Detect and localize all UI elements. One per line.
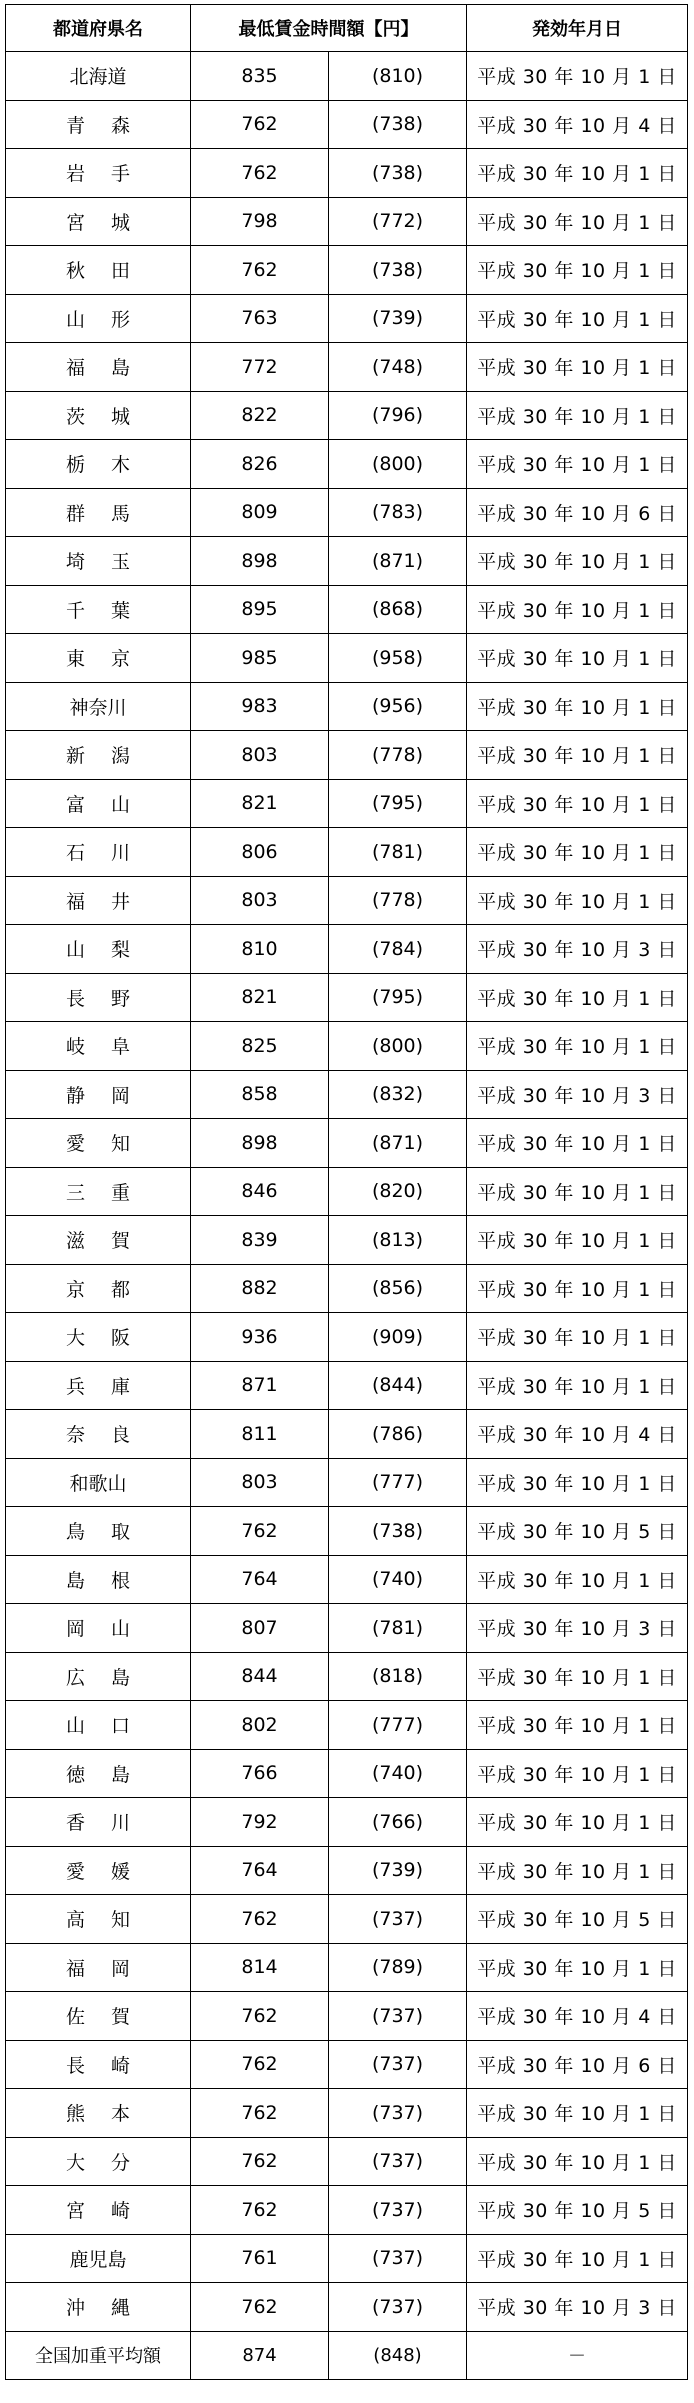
previous-wage-cell: (800) xyxy=(329,440,467,489)
table-row xyxy=(6,1313,688,1362)
previous-wage-cell: (737) xyxy=(329,2137,467,2186)
prefecture-cell: 広島 xyxy=(6,1652,191,1701)
prefecture-cell: 鹿児島 xyxy=(6,2234,191,2283)
previous-wage-cell: (795) xyxy=(329,779,467,828)
wage-cell: 762 xyxy=(191,2283,329,2332)
prefecture-cell: 岩手 xyxy=(6,149,191,198)
previous-wage-cell: (844) xyxy=(329,1361,467,1410)
wage-cell: 762 xyxy=(191,2137,329,2186)
effective-date-cell: 平成 30 年 10 月 1 日 xyxy=(467,585,688,634)
table-row xyxy=(6,925,688,974)
effective-date-cell: 平成 30 年 10 月 1 日 xyxy=(467,52,688,101)
effective-date-cell: 平成 30 年 10 月 1 日 xyxy=(467,1458,688,1507)
previous-wage-cell: (810) xyxy=(329,52,467,101)
previous-wage-cell: (795) xyxy=(329,973,467,1022)
previous-wage-cell: (777) xyxy=(329,1701,467,1750)
prefecture-cell: 青森 xyxy=(6,100,191,149)
previous-wage-cell: (871) xyxy=(329,1119,467,1168)
table-row xyxy=(6,1507,688,1556)
average-date-cell: － xyxy=(467,2331,688,2380)
effective-date-cell: 平成 30 年 10 月 1 日 xyxy=(467,634,688,683)
table-row xyxy=(6,828,688,877)
wage-cell: 898 xyxy=(191,537,329,586)
table-row xyxy=(6,52,688,101)
prefecture-cell: 徳島 xyxy=(6,1749,191,1798)
prefecture-cell: 長崎 xyxy=(6,2040,191,2089)
table-row xyxy=(6,2186,688,2235)
table-row xyxy=(6,2234,688,2283)
table-row xyxy=(6,246,688,295)
effective-date-cell: 平成 30 年 10 月 1 日 xyxy=(467,973,688,1022)
wage-cell: 811 xyxy=(191,1410,329,1459)
effective-date-cell: 平成 30 年 10 月 1 日 xyxy=(467,294,688,343)
prefecture-cell: 千葉 xyxy=(6,585,191,634)
previous-wage-cell: (820) xyxy=(329,1167,467,1216)
effective-date-cell: 平成 30 年 10 月 1 日 xyxy=(467,246,688,295)
table-row xyxy=(6,876,688,925)
wage-cell: 763 xyxy=(191,294,329,343)
table-row xyxy=(6,1943,688,1992)
prefecture-cell: 富山 xyxy=(6,779,191,828)
prefecture-cell: 愛媛 xyxy=(6,1846,191,1895)
prefecture-cell: 滋賀 xyxy=(6,1216,191,1265)
table-row xyxy=(6,585,688,634)
wage-cell: 806 xyxy=(191,828,329,877)
table-row xyxy=(6,1652,688,1701)
table-row xyxy=(6,488,688,537)
wage-cell: 826 xyxy=(191,440,329,489)
average-wage-cell: 874 xyxy=(191,2331,329,2380)
average-previous-wage-cell: (848) xyxy=(329,2331,467,2380)
effective-date-cell: 平成 30 年 10 月 4 日 xyxy=(467,1992,688,2041)
effective-date-cell: 平成 30 年 10 月 1 日 xyxy=(467,149,688,198)
average-label-cell: 全国加重平均額 xyxy=(6,2331,191,2380)
previous-wage-cell: (737) xyxy=(329,2089,467,2138)
wage-cell: 985 xyxy=(191,634,329,683)
prefecture-cell: 長野 xyxy=(6,973,191,1022)
prefecture-cell: 福島 xyxy=(6,343,191,392)
table-row xyxy=(6,1555,688,1604)
table-row xyxy=(6,391,688,440)
prefecture-cell: 茨城 xyxy=(6,391,191,440)
previous-wage-cell: (777) xyxy=(329,1458,467,1507)
prefecture-cell: 新潟 xyxy=(6,731,191,780)
prefecture-cell: 沖縄 xyxy=(6,2283,191,2332)
table-row xyxy=(6,100,688,149)
previous-wage-cell: (740) xyxy=(329,1555,467,1604)
wage-cell: 810 xyxy=(191,925,329,974)
effective-date-cell: 平成 30 年 10 月 1 日 xyxy=(467,682,688,731)
previous-wage-cell: (832) xyxy=(329,1070,467,1119)
prefecture-cell: 宮崎 xyxy=(6,2186,191,2235)
effective-date-cell: 平成 30 年 10 月 5 日 xyxy=(467,2186,688,2235)
table-row xyxy=(6,537,688,586)
wage-cell: 803 xyxy=(191,731,329,780)
prefecture-cell: 鳥取 xyxy=(6,1507,191,1556)
table-row xyxy=(6,779,688,828)
wage-cell: 764 xyxy=(191,1555,329,1604)
prefecture-cell: 秋田 xyxy=(6,246,191,295)
table-row xyxy=(6,1022,688,1071)
wage-cell: 766 xyxy=(191,1749,329,1798)
wage-cell: 762 xyxy=(191,149,329,198)
effective-date-cell: 平成 30 年 10 月 1 日 xyxy=(467,1264,688,1313)
prefecture-cell: 東京 xyxy=(6,634,191,683)
previous-wage-cell: (813) xyxy=(329,1216,467,1265)
table-row xyxy=(6,1119,688,1168)
previous-wage-cell: (772) xyxy=(329,197,467,246)
effective-date-cell: 平成 30 年 10 月 1 日 xyxy=(467,876,688,925)
wage-cell: 809 xyxy=(191,488,329,537)
table-row xyxy=(6,1798,688,1847)
effective-date-cell: 平成 30 年 10 月 1 日 xyxy=(467,1652,688,1701)
previous-wage-cell: (739) xyxy=(329,1846,467,1895)
table-row xyxy=(6,1895,688,1944)
table-row xyxy=(6,197,688,246)
effective-date-cell: 平成 30 年 10 月 4 日 xyxy=(467,100,688,149)
wage-cell: 821 xyxy=(191,973,329,1022)
prefecture-cell: 山口 xyxy=(6,1701,191,1750)
previous-wage-cell: (737) xyxy=(329,1992,467,2041)
previous-wage-cell: (738) xyxy=(329,246,467,295)
effective-date-cell: 平成 30 年 10 月 1 日 xyxy=(467,779,688,828)
wage-cell: 762 xyxy=(191,1507,329,1556)
table-row xyxy=(6,1846,688,1895)
prefecture-cell: 埼玉 xyxy=(6,537,191,586)
effective-date-cell: 平成 30 年 10 月 1 日 xyxy=(467,440,688,489)
effective-date-cell: 平成 30 年 10 月 1 日 xyxy=(467,1216,688,1265)
previous-wage-cell: (868) xyxy=(329,585,467,634)
previous-wage-cell: (748) xyxy=(329,343,467,392)
table-row xyxy=(6,1604,688,1653)
wage-cell: 871 xyxy=(191,1361,329,1410)
effective-date-cell: 平成 30 年 10 月 1 日 xyxy=(467,1749,688,1798)
table-row xyxy=(6,1701,688,1750)
effective-date-cell: 平成 30 年 10 月 1 日 xyxy=(467,2234,688,2283)
previous-wage-cell: (856) xyxy=(329,1264,467,1313)
wage-cell: 844 xyxy=(191,1652,329,1701)
effective-date-cell: 平成 30 年 10 月 1 日 xyxy=(467,391,688,440)
prefecture-cell: 石川 xyxy=(6,828,191,877)
wage-cell: 762 xyxy=(191,246,329,295)
table-row xyxy=(6,1410,688,1459)
table-row xyxy=(6,440,688,489)
previous-wage-cell: (781) xyxy=(329,1604,467,1653)
header-prefecture: 都道府県名 xyxy=(6,5,191,52)
prefecture-cell: 和歌山 xyxy=(6,1458,191,1507)
prefecture-cell: 熊本 xyxy=(6,2089,191,2138)
prefecture-cell: 奈良 xyxy=(6,1410,191,1459)
previous-wage-cell: (778) xyxy=(329,876,467,925)
wage-cell: 762 xyxy=(191,2040,329,2089)
wage-cell: 802 xyxy=(191,1701,329,1750)
prefecture-cell: 静岡 xyxy=(6,1070,191,1119)
prefecture-cell: 北海道 xyxy=(6,52,191,101)
effective-date-cell: 平成 30 年 10 月 1 日 xyxy=(467,1701,688,1750)
previous-wage-cell: (766) xyxy=(329,1798,467,1847)
previous-wage-cell: (740) xyxy=(329,1749,467,1798)
effective-date-cell: 平成 30 年 10 月 1 日 xyxy=(467,1798,688,1847)
previous-wage-cell: (784) xyxy=(329,925,467,974)
table-row xyxy=(6,1992,688,2041)
wage-cell: 882 xyxy=(191,1264,329,1313)
wage-cell: 858 xyxy=(191,1070,329,1119)
table-row xyxy=(6,1361,688,1410)
effective-date-cell: 平成 30 年 10 月 3 日 xyxy=(467,925,688,974)
table-row xyxy=(6,149,688,198)
prefecture-cell: 愛知 xyxy=(6,1119,191,1168)
effective-date-cell: 平成 30 年 10 月 1 日 xyxy=(467,1022,688,1071)
wage-cell: 895 xyxy=(191,585,329,634)
prefecture-cell: 群馬 xyxy=(6,488,191,537)
table-row xyxy=(6,1216,688,1265)
wage-cell: 898 xyxy=(191,1119,329,1168)
table-row xyxy=(6,2040,688,2089)
previous-wage-cell: (737) xyxy=(329,2040,467,2089)
wage-cell: 825 xyxy=(191,1022,329,1071)
effective-date-cell: 平成 30 年 10 月 6 日 xyxy=(467,488,688,537)
table-row xyxy=(6,682,688,731)
prefecture-cell: 福井 xyxy=(6,876,191,925)
effective-date-cell: 平成 30 年 10 月 1 日 xyxy=(467,1943,688,1992)
table-row xyxy=(6,1070,688,1119)
table-row xyxy=(6,2089,688,2138)
wage-cell: 822 xyxy=(191,391,329,440)
previous-wage-cell: (737) xyxy=(329,2234,467,2283)
effective-date-cell: 平成 30 年 10 月 1 日 xyxy=(467,537,688,586)
wage-cell: 803 xyxy=(191,876,329,925)
previous-wage-cell: (737) xyxy=(329,1895,467,1944)
table-row xyxy=(6,634,688,683)
wage-cell: 846 xyxy=(191,1167,329,1216)
previous-wage-cell: (789) xyxy=(329,1943,467,1992)
effective-date-cell: 平成 30 年 10 月 1 日 xyxy=(467,1361,688,1410)
prefecture-cell: 山形 xyxy=(6,294,191,343)
effective-date-cell: 平成 30 年 10 月 1 日 xyxy=(467,2137,688,2186)
prefecture-cell: 岐阜 xyxy=(6,1022,191,1071)
previous-wage-cell: (778) xyxy=(329,731,467,780)
wage-cell: 835 xyxy=(191,52,329,101)
national-average-row xyxy=(6,2331,688,2380)
previous-wage-cell: (739) xyxy=(329,294,467,343)
previous-wage-cell: (786) xyxy=(329,1410,467,1459)
prefecture-cell: 大分 xyxy=(6,2137,191,2186)
previous-wage-cell: (956) xyxy=(329,682,467,731)
effective-date-cell: 平成 30 年 10 月 6 日 xyxy=(467,2040,688,2089)
effective-date-cell: 平成 30 年 10 月 5 日 xyxy=(467,1507,688,1556)
wage-cell: 821 xyxy=(191,779,329,828)
previous-wage-cell: (800) xyxy=(329,1022,467,1071)
prefecture-cell: 宮城 xyxy=(6,197,191,246)
prefecture-cell: 栃木 xyxy=(6,440,191,489)
wage-cell: 762 xyxy=(191,2186,329,2235)
effective-date-cell: 平成 30 年 10 月 1 日 xyxy=(467,731,688,780)
previous-wage-cell: (796) xyxy=(329,391,467,440)
prefecture-cell: 島根 xyxy=(6,1555,191,1604)
table-row xyxy=(6,1167,688,1216)
wage-cell: 814 xyxy=(191,1943,329,1992)
prefecture-cell: 大阪 xyxy=(6,1313,191,1362)
wage-cell: 762 xyxy=(191,2089,329,2138)
effective-date-cell: 平成 30 年 10 月 4 日 xyxy=(467,1410,688,1459)
table-row xyxy=(6,1749,688,1798)
previous-wage-cell: (781) xyxy=(329,828,467,877)
prefecture-cell: 福岡 xyxy=(6,1943,191,1992)
header-wage: 最低賃金時間額【円】 xyxy=(191,5,467,52)
wage-cell: 761 xyxy=(191,2234,329,2283)
wage-cell: 792 xyxy=(191,1798,329,1847)
previous-wage-cell: (871) xyxy=(329,537,467,586)
prefecture-cell: 三重 xyxy=(6,1167,191,1216)
prefecture-cell: 岡山 xyxy=(6,1604,191,1653)
previous-wage-cell: (818) xyxy=(329,1652,467,1701)
effective-date-cell: 平成 30 年 10 月 3 日 xyxy=(467,1604,688,1653)
wage-cell: 807 xyxy=(191,1604,329,1653)
wage-cell: 936 xyxy=(191,1313,329,1362)
effective-date-cell: 平成 30 年 10 月 1 日 xyxy=(467,1846,688,1895)
previous-wage-cell: (738) xyxy=(329,100,467,149)
effective-date-cell: 平成 30 年 10 月 3 日 xyxy=(467,1070,688,1119)
effective-date-cell: 平成 30 年 10 月 1 日 xyxy=(467,828,688,877)
table-row xyxy=(6,973,688,1022)
wage-cell: 762 xyxy=(191,100,329,149)
previous-wage-cell: (909) xyxy=(329,1313,467,1362)
prefecture-cell: 京都 xyxy=(6,1264,191,1313)
prefecture-cell: 神奈川 xyxy=(6,682,191,731)
prefecture-cell: 山梨 xyxy=(6,925,191,974)
effective-date-cell: 平成 30 年 10 月 1 日 xyxy=(467,1313,688,1362)
wage-cell: 764 xyxy=(191,1846,329,1895)
table-row xyxy=(6,1264,688,1313)
prefecture-cell: 香川 xyxy=(6,1798,191,1847)
prefecture-cell: 高知 xyxy=(6,1895,191,1944)
previous-wage-cell: (783) xyxy=(329,488,467,537)
wage-cell: 762 xyxy=(191,1895,329,1944)
table-row xyxy=(6,294,688,343)
prefecture-cell: 兵庫 xyxy=(6,1361,191,1410)
table-header-row xyxy=(6,5,688,52)
wage-cell: 772 xyxy=(191,343,329,392)
previous-wage-cell: (737) xyxy=(329,2283,467,2332)
wage-cell: 798 xyxy=(191,197,329,246)
effective-date-cell: 平成 30 年 10 月 1 日 xyxy=(467,343,688,392)
effective-date-cell: 平成 30 年 10 月 3 日 xyxy=(467,2283,688,2332)
table-row xyxy=(6,1458,688,1507)
header-date: 発効年月日 xyxy=(467,5,688,52)
table-row xyxy=(6,2283,688,2332)
table-body xyxy=(6,52,688,2380)
prefecture-cell: 佐賀 xyxy=(6,1992,191,2041)
effective-date-cell: 平成 30 年 10 月 1 日 xyxy=(467,1555,688,1604)
wage-cell: 983 xyxy=(191,682,329,731)
table-row xyxy=(6,343,688,392)
table-row xyxy=(6,2137,688,2186)
previous-wage-cell: (738) xyxy=(329,1507,467,1556)
table-row xyxy=(6,731,688,780)
wage-cell: 803 xyxy=(191,1458,329,1507)
wage-cell: 762 xyxy=(191,1992,329,2041)
effective-date-cell: 平成 30 年 10 月 1 日 xyxy=(467,1167,688,1216)
effective-date-cell: 平成 30 年 10 月 5 日 xyxy=(467,1895,688,1944)
previous-wage-cell: (738) xyxy=(329,149,467,198)
effective-date-cell: 平成 30 年 10 月 1 日 xyxy=(467,197,688,246)
wage-cell: 839 xyxy=(191,1216,329,1265)
previous-wage-cell: (737) xyxy=(329,2186,467,2235)
previous-wage-cell: (958) xyxy=(329,634,467,683)
effective-date-cell: 平成 30 年 10 月 1 日 xyxy=(467,2089,688,2138)
minimum-wage-table xyxy=(5,4,688,2380)
effective-date-cell: 平成 30 年 10 月 1 日 xyxy=(467,1119,688,1168)
